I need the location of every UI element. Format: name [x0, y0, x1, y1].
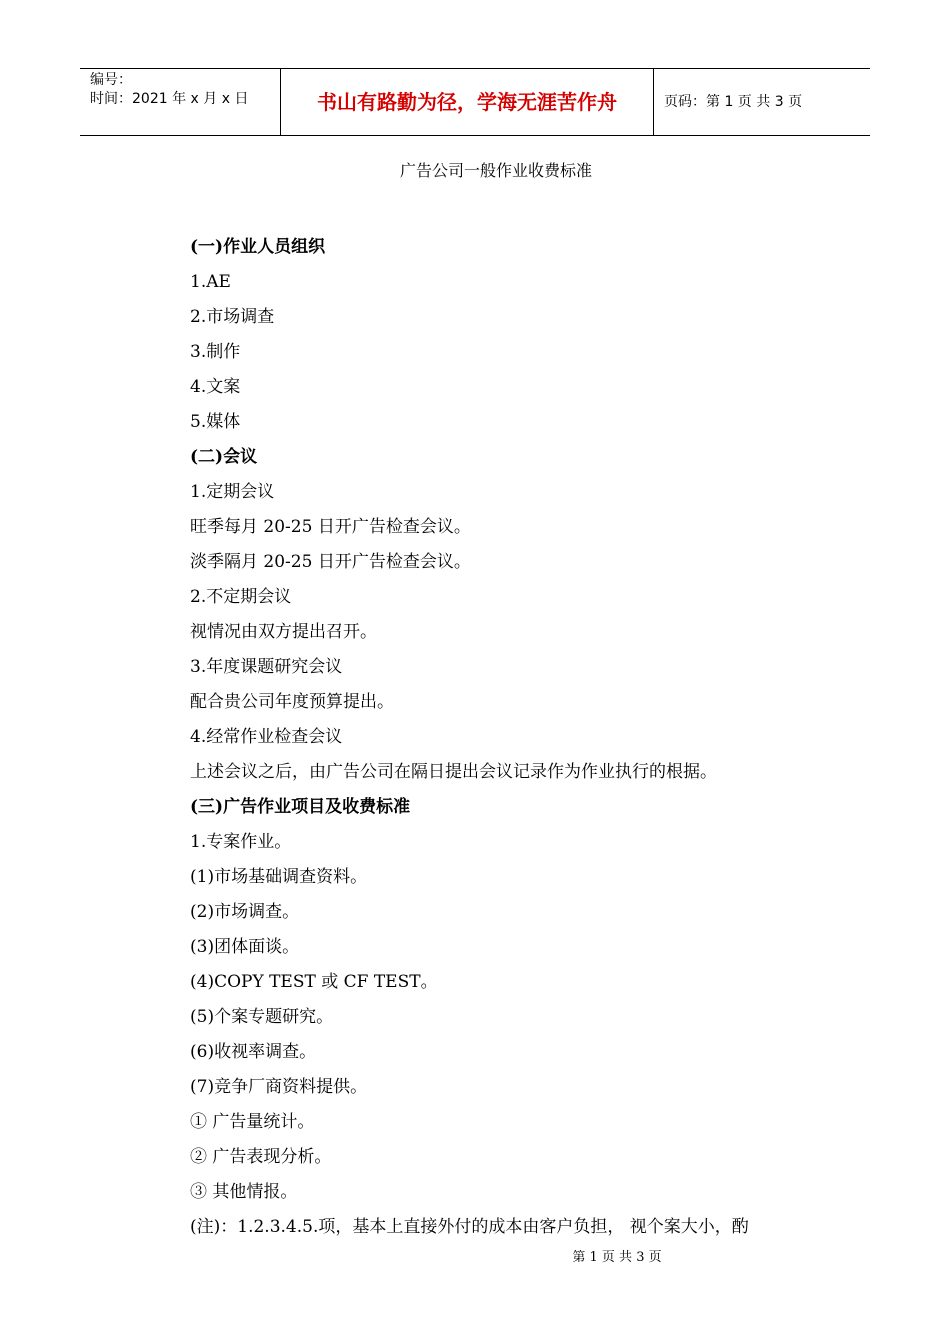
- page-header: [80, 68, 870, 136]
- body-line: (3)团体面谈。: [190, 937, 300, 957]
- body-line: 1.专案作业。: [190, 832, 292, 852]
- body-line: ③ 其他情报。: [190, 1182, 298, 1202]
- body-line: 1.AE: [190, 272, 231, 292]
- body-line: 2.市场调查: [190, 307, 275, 327]
- body-line: (注)：1.2.3.4.5.项，基本上直接外付的成本由客户负担， 视个案大小，酌: [190, 1217, 749, 1237]
- body-line: 5.媒体: [190, 412, 241, 432]
- body-line: 配合贵公司年度预算提出。: [190, 692, 394, 712]
- document-title: 广告公司一般作业收费标准: [399, 161, 592, 180]
- section-heading: (三)广告作业项目及收费标准: [190, 797, 411, 817]
- body-line: 旺季每月 20-25 日开广告检查会议。: [190, 517, 471, 537]
- body-line: (1)市场基础调查资料。: [190, 867, 368, 887]
- document-body: [190, 230, 830, 1245]
- document-date: 时间：2021 年 x 月 x 日: [90, 91, 249, 107]
- section-heading: (二)会议: [190, 447, 258, 467]
- document-number-label: 编号：: [90, 72, 132, 88]
- header-info-cell: [80, 69, 281, 135]
- body-line: 1.定期会议: [190, 482, 275, 502]
- body-line: 4.经常作业检查会议: [190, 727, 343, 747]
- body-line: ① 广告量统计。: [190, 1112, 315, 1132]
- body-line: 4.文案: [190, 377, 241, 397]
- header-motto: 书山有路勤为径，学海无涯苦作舟: [281, 69, 654, 135]
- section-heading: (一)作业人员组织: [190, 237, 326, 257]
- body-line: 2.不定期会议: [190, 587, 292, 607]
- body-line: 淡季隔月 20-25 日开广告检查会议。: [190, 552, 471, 572]
- header-page-info: 页码：第 1 页 共 3 页: [664, 94, 803, 110]
- body-line: (2)市场调查。: [190, 902, 300, 922]
- body-line: 视情况由双方提出召开。: [190, 622, 377, 642]
- body-line: (7)竞争厂商资料提供。: [190, 1077, 368, 1097]
- page-footer: 第 1 页 共 3 页: [572, 1250, 662, 1265]
- body-line: (5)个案专题研究。: [190, 1007, 334, 1027]
- body-line: 3.制作: [190, 342, 241, 362]
- body-line: (6)收视率调查。: [190, 1042, 317, 1062]
- body-line: 3.年度课题研究会议: [190, 657, 343, 677]
- body-line: ② 广告表现分析。: [190, 1147, 332, 1167]
- body-line: (4)COPY TEST 或 CF TEST。: [190, 972, 438, 992]
- body-line: 上述会议之后，由广告公司在隔日提出会议记录作为作业执行的根据。: [190, 762, 717, 782]
